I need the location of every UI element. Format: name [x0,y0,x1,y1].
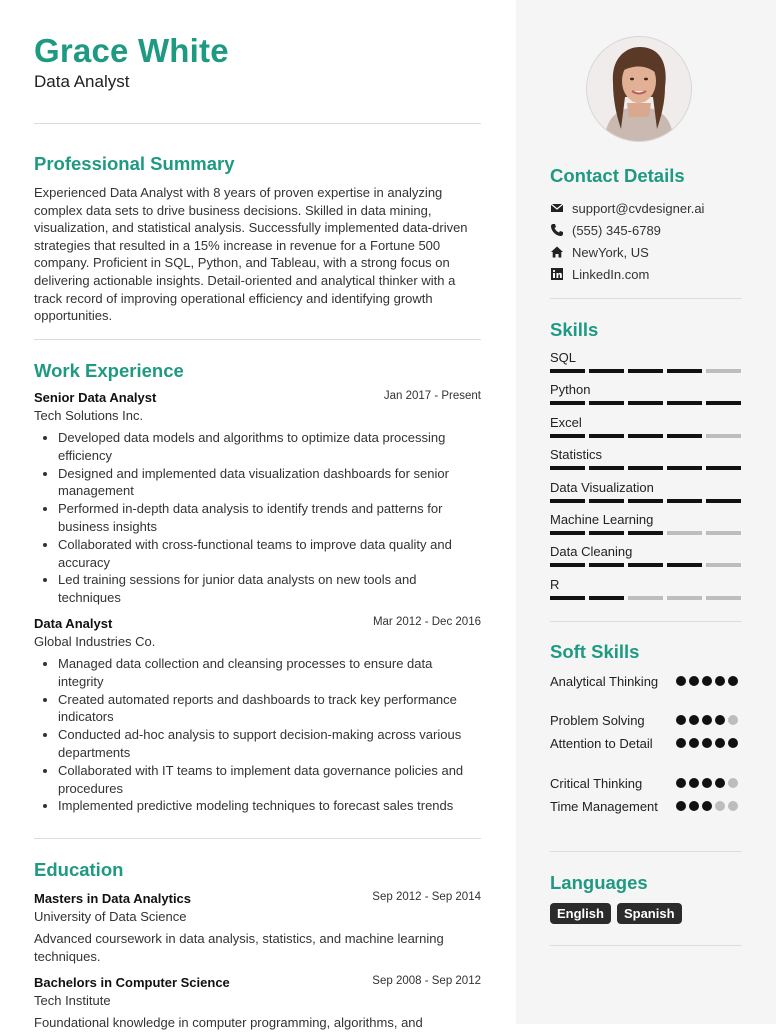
job-bullet: • Designed and implemented data visualization dashboards for senior management [58,465,481,501]
skill-name: Data Visualization [550,479,654,495]
skill-level-segment [706,434,741,438]
languages-heading: Languages [550,872,648,893]
skill-level-segment [589,466,624,470]
skill-level-segment [667,466,702,470]
job-bullet: • Led training sessions for junior data analysts on new tools and techniques [58,571,481,607]
soft-skills-heading: Soft Skills [550,641,640,662]
rating-dot [702,778,712,788]
skill-level-segment [589,499,624,503]
rating-dot [676,801,686,811]
rating-dot [689,715,699,725]
contact-phone[interactable] [550,219,742,241]
job-company: Global Industries Co. [34,634,156,649]
location-text: NewYork, US [572,244,649,260]
skill-level-segment [667,499,702,503]
soft-skill-name: Analytical Thinking [550,674,659,689]
skill-level-segment [550,369,585,373]
language-tag: Spanish [617,903,682,924]
skill-item [550,415,742,438]
contact-list [550,197,742,285]
home-icon [550,245,564,259]
rating-dot [715,676,725,686]
skill-level-bar [550,531,742,535]
skill-level-segment [628,434,663,438]
rating-dot [702,715,712,725]
school: Tech Institute [34,993,111,1008]
rating-dot [702,801,712,811]
skill-level-segment [589,369,624,373]
skill-level-bar [550,401,742,405]
divider [34,838,481,839]
soft-skill-name: Time Management [550,799,658,814]
envelope-icon [550,201,564,215]
skill-level-segment [667,434,702,438]
job-bullet: • Conducted ad-hoc analysis to support decision-making across various departments [58,726,481,762]
skill-level-segment [628,369,663,373]
job-title: Data Analyst [34,616,113,631]
summary-text: Experienced Data Analyst with 8 years of proven expertise in analyzing complex data sets to drive business decisions. Skilled in data mining, visualization, and statistical analysis. Successfully implemented data-driven strategies that resulted in a 15% increase in revenue for a Fortune 500 company. Proficient in SQL, Python, and Tableau, with a strong focus on delivering actionable insights. Detail-oriented and analytical thinker with a track record of improving operational efficiency and identifying growth opportunities. [34,185,468,324]
skill-level-segment [667,531,702,535]
education-entry [34,891,481,966]
skill-item [550,480,742,503]
skill-level-bar [550,563,742,567]
job-bullet: • Collaborated with IT teams to implement data governance policies and procedures [58,762,481,798]
skill-level-segment [706,563,741,567]
job-bullet: • Implemented predictive modeling techniques to forecast sales trends [58,797,481,815]
rating-dot [689,778,699,788]
skill-name: R [550,576,560,592]
rating-dot [728,801,738,811]
skill-level-segment [589,596,624,600]
skill-level-segment [667,401,702,405]
rating-dot [676,738,686,748]
divider [34,339,481,340]
language-tag: English [550,903,611,924]
job-bullets [34,429,481,607]
skill-item [550,544,742,567]
skill-name: Excel [550,414,582,430]
soft-skill-name: Critical Thinking [550,776,643,791]
skill-level-segment [706,499,741,503]
rating-dot [689,801,699,811]
skill-level-segment [628,596,663,600]
soft-skill-name: Problem Solving [550,713,645,728]
skill-level-segment [550,563,585,567]
rating-dot [715,801,725,811]
skill-item [550,512,742,535]
work-heading: Work Experience [34,360,184,381]
education-description: Foundational knowledge in computer programming, algorithms, and [34,1015,423,1030]
job-bullet: • Developed data models and algorithms to optimize data processing efficiency [58,429,481,465]
education-date: Sep 2008 - Sep 2012 [372,975,481,987]
degree: Masters in Data Analytics [34,891,192,906]
contact-linkedin[interactable] [550,263,742,285]
divider [34,123,481,124]
skill-level-bar [550,596,742,600]
soft-skill-name: Attention to Detail [550,736,653,751]
candidate-role: Data Analyst [34,72,130,91]
skill-level-bar [550,499,742,503]
skill-name: SQL [550,350,577,365]
rating-dot [715,778,725,788]
job-title: Senior Data Analyst [34,390,157,405]
rating-dot [702,738,712,748]
education-description: Advanced coursework in data analysis, statistics, and machine learning techniques. [34,931,444,964]
school: University of Data Science [34,909,187,924]
rating-dot [689,676,699,686]
job-bullet: • Performed in-depth data analysis to identify trends and patterns for business insights [58,500,481,536]
skill-level-segment [628,401,663,405]
skill-level-segment [550,401,585,405]
skill-level-segment [706,466,741,470]
education-heading: Education [34,859,124,880]
rating-dot [676,676,686,686]
skill-name: Machine Learning [550,512,654,527]
rating-dot [728,715,738,725]
skill-item [550,382,742,405]
skill-level-segment [589,434,624,438]
rating-dot [728,738,738,748]
education-entry [34,975,481,1032]
contact-email[interactable] [550,197,742,219]
job-company: Tech Solutions Inc. [34,408,144,423]
rating-dot [702,676,712,686]
skill-name: Data Cleaning [550,544,633,560]
divider [550,851,742,852]
skill-level-bar [550,466,742,470]
skill-level-segment [628,499,663,503]
linkedin-icon [550,267,564,281]
soft-skill-rating [676,801,738,811]
divider [550,945,742,946]
soft-skill-rating [676,778,738,788]
skill-level-segment [706,596,741,600]
rating-dot [689,738,699,748]
candidate-name: Grace White [34,32,229,69]
skill-level-segment [706,369,741,373]
profile-photo [586,36,692,142]
skill-item [550,350,742,373]
job-bullet: • Created automated reports and dashboards to track key performance indicators [58,691,481,727]
divider [550,621,742,622]
rating-dot [728,778,738,788]
skills-heading: Skills [550,319,599,340]
profile-photo-image [587,37,691,141]
soft-skill-rating [676,715,738,725]
skill-level-bar [550,434,742,438]
skill-level-segment [628,466,663,470]
sidebar [516,0,776,1024]
skill-level-segment [589,531,624,535]
rating-dot [676,778,686,788]
summary-heading: Professional Summary [34,153,235,174]
education-date: Sep 2012 - Sep 2014 [372,891,481,903]
soft-skill-rating [676,738,738,748]
contact-location [550,241,742,263]
skill-level-segment [667,563,702,567]
skill-level-segment [550,596,585,600]
skill-level-segment [589,563,624,567]
email-text: support@cvdesigner.ai [572,200,705,216]
skill-level-segment [706,531,741,535]
skill-level-bar [550,369,742,373]
job-bullet: • Collaborated with cross-functional teams to improve data quality and accuracy [58,536,481,572]
linkedin-text: LinkedIn.com [572,266,650,282]
skill-level-segment [589,401,624,405]
job-bullets [34,655,481,815]
skill-item [550,447,742,470]
skill-item [550,577,742,600]
skill-level-segment [550,466,585,470]
rating-dot [715,738,725,748]
skill-level-segment [550,499,585,503]
rating-dot [676,715,686,725]
skill-level-segment [667,596,702,600]
skill-name: Python [550,382,591,398]
phone-text: (555) 345-6789 [572,222,661,238]
skill-level-segment [550,531,585,535]
phone-icon [550,223,564,237]
soft-skill-rating [676,676,738,686]
skill-level-segment [628,531,663,535]
rating-dot [715,715,725,725]
job-bullet: • Managed data collection and cleansing processes to ensure data integrity [58,655,481,691]
skill-level-segment [706,401,741,405]
skill-level-segment [667,369,702,373]
job-entry [34,390,481,607]
skill-level-segment [550,434,585,438]
contact-heading: Contact Details [550,165,685,186]
job-date: Mar 2012 - Dec 2016 [372,616,481,628]
job-date: Jan 2017 - Present [383,390,481,402]
job-entry [34,616,481,815]
languages-list [550,903,682,924]
skill-level-segment [628,563,663,567]
divider [550,298,742,299]
rating-dot [728,676,738,686]
degree: Bachelors in Computer Science [34,975,230,990]
skill-name: Statistics [550,447,603,463]
